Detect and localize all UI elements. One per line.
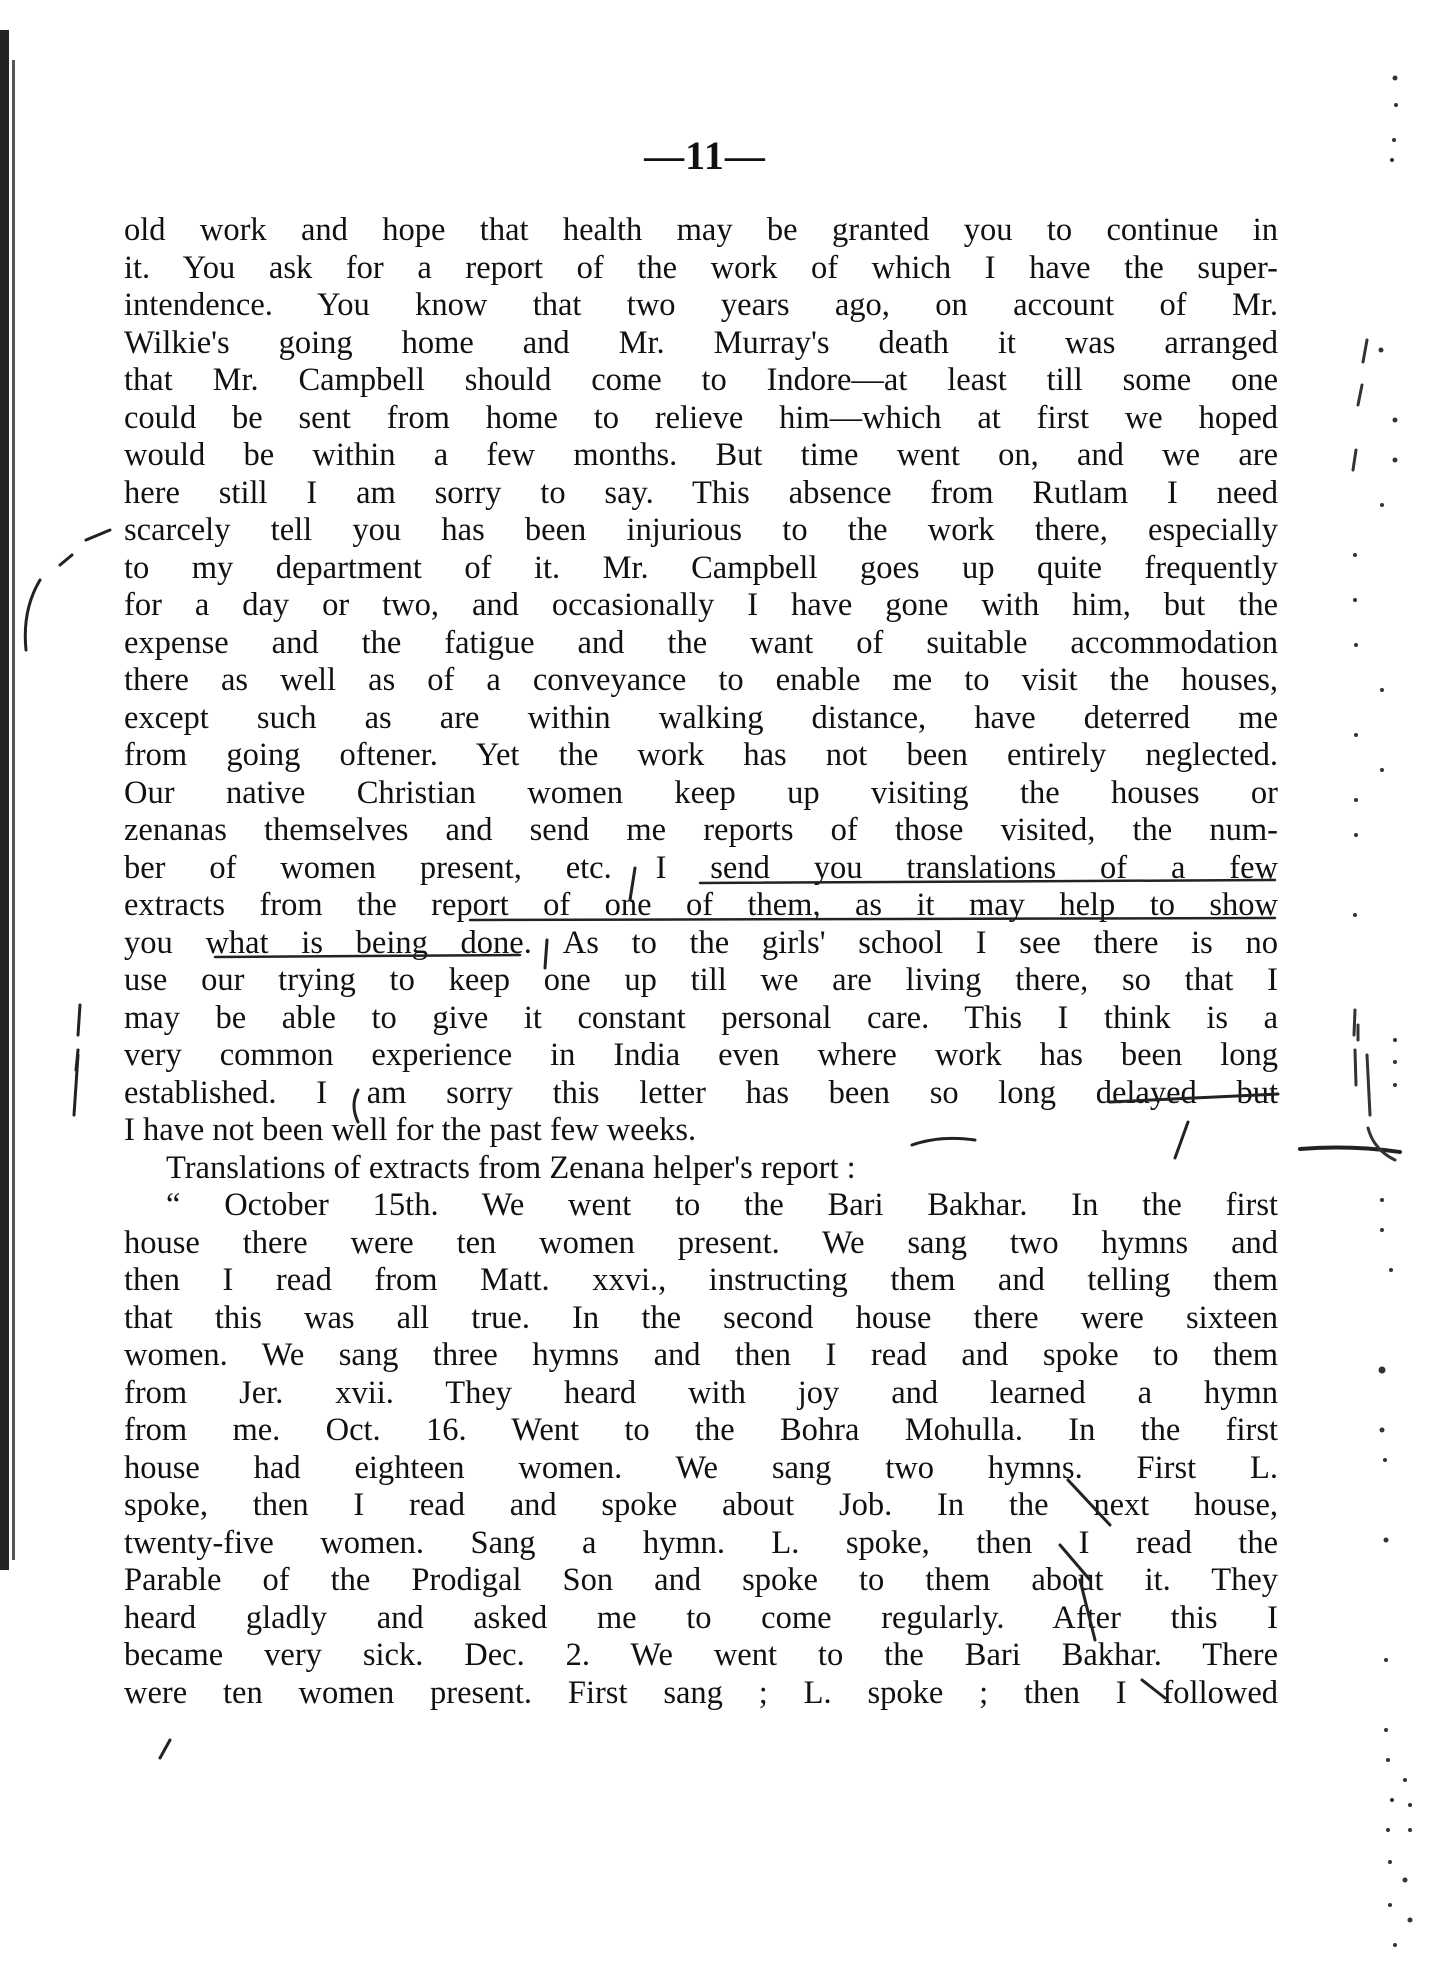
text-line: for a day or two, and occasionally I have gone with him, but the <box>124 587 1278 623</box>
text-line: that this was all true. In the second house there were sixteen <box>124 1299 1278 1336</box>
text-line: house had eighteen women. We sang two hymns. First L. <box>124 1449 1278 1486</box>
text-line: spoke, then I read and spoke about Job. In the next house, <box>124 1487 1278 1523</box>
text-line: intendence. You know that two years ago, on account of Mr. <box>124 287 1278 323</box>
section-heading: Translations of extracts from Zenana helper's report : <box>166 1149 856 1186</box>
text-line: use our trying to keep one up till we are living there, so that I <box>124 962 1278 998</box>
text-line: established. I am sorry this letter has been so long delayed but <box>124 1074 1278 1111</box>
text-line: I have not been well for the past few weeks. <box>124 1112 697 1148</box>
text-line: Parable of the Prodigal Son and spoke to them about it. They <box>124 1562 1278 1598</box>
text-line: heard gladly and asked me to come regularly. After this I <box>124 1599 1278 1636</box>
text-line: “ October 15th. We went to the Bari Bakhar. In the first <box>166 1187 1278 1223</box>
text-line: very common experience in India even where work has been long <box>124 1037 1278 1073</box>
text-line: from Jer. xvii. They heard with joy and learned a hymn <box>124 1374 1278 1411</box>
text-line: you what is being done. As to the girls' school I see there is no <box>124 924 1278 961</box>
body-text <box>124 212 1278 1712</box>
text-line: house there were ten women present. We sang two hymns and <box>124 1224 1278 1261</box>
text-line: expense and the fatigue and the want of suitable accommodation <box>124 624 1278 661</box>
text-line: old work and hope that health may be granted you to continue in <box>124 212 1278 248</box>
binding-shadow <box>12 60 15 1560</box>
page-number: —11— <box>644 133 766 178</box>
text-line: it. You ask for a report of the work of which I have the super- <box>124 249 1278 286</box>
text-line: twenty-five women. Sang a hymn. L. spoke, then I read the <box>124 1524 1278 1561</box>
text-line: there as well as of a conveyance to enable me to visit the houses, <box>124 662 1278 698</box>
text-line: ber of women present, etc. I send you translations of a few <box>124 849 1278 886</box>
text-line: became very sick. Dec. 2. We went to the Bari Bakhar. There <box>124 1637 1278 1673</box>
text-line: could be sent from home to relieve him—which at first we hoped <box>124 399 1278 436</box>
text-line: that Mr. Campbell should come to Indore—at least till some one <box>124 362 1278 398</box>
text-line: from going oftener. Yet the work has not been entirely neglected. <box>124 737 1278 773</box>
binding-edge <box>0 30 9 1570</box>
text-line: scarcely tell you has been injurious to the work there, especially <box>124 512 1278 548</box>
text-line: then I read from Matt. xxvi., instructing them and telling them <box>124 1262 1278 1298</box>
text-line: women. We sang three hymns and then I read and spoke to them <box>124 1337 1278 1373</box>
text-line: here still I am sorry to say. This absence from Rutlam I need <box>124 474 1278 511</box>
text-line: Our native Christian women keep up visiting the houses or <box>124 774 1278 811</box>
text-line: may be able to give it constant personal care. This I think is a <box>124 999 1278 1036</box>
text-line: from me. Oct. 16. Went to the Bohra Mohulla. In the first <box>124 1412 1278 1448</box>
text-line: would be within a few months. But time went on, and we are <box>124 437 1278 473</box>
text-line: were ten women present. First sang ; L. spoke ; then I followed <box>124 1674 1278 1711</box>
text-line: except such as are within walking distance, have deterred me <box>124 699 1278 736</box>
text-line: to my department of it. Mr. Campbell goes up quite frequently <box>124 549 1278 586</box>
text-line: zenanas themselves and send me reports of those visited, the num- <box>124 812 1278 848</box>
text-line: extracts from the report of one of them, as it may help to show <box>124 887 1278 923</box>
text-line: Wilkie's going home and Mr. Murray's death it was arranged <box>124 324 1278 361</box>
